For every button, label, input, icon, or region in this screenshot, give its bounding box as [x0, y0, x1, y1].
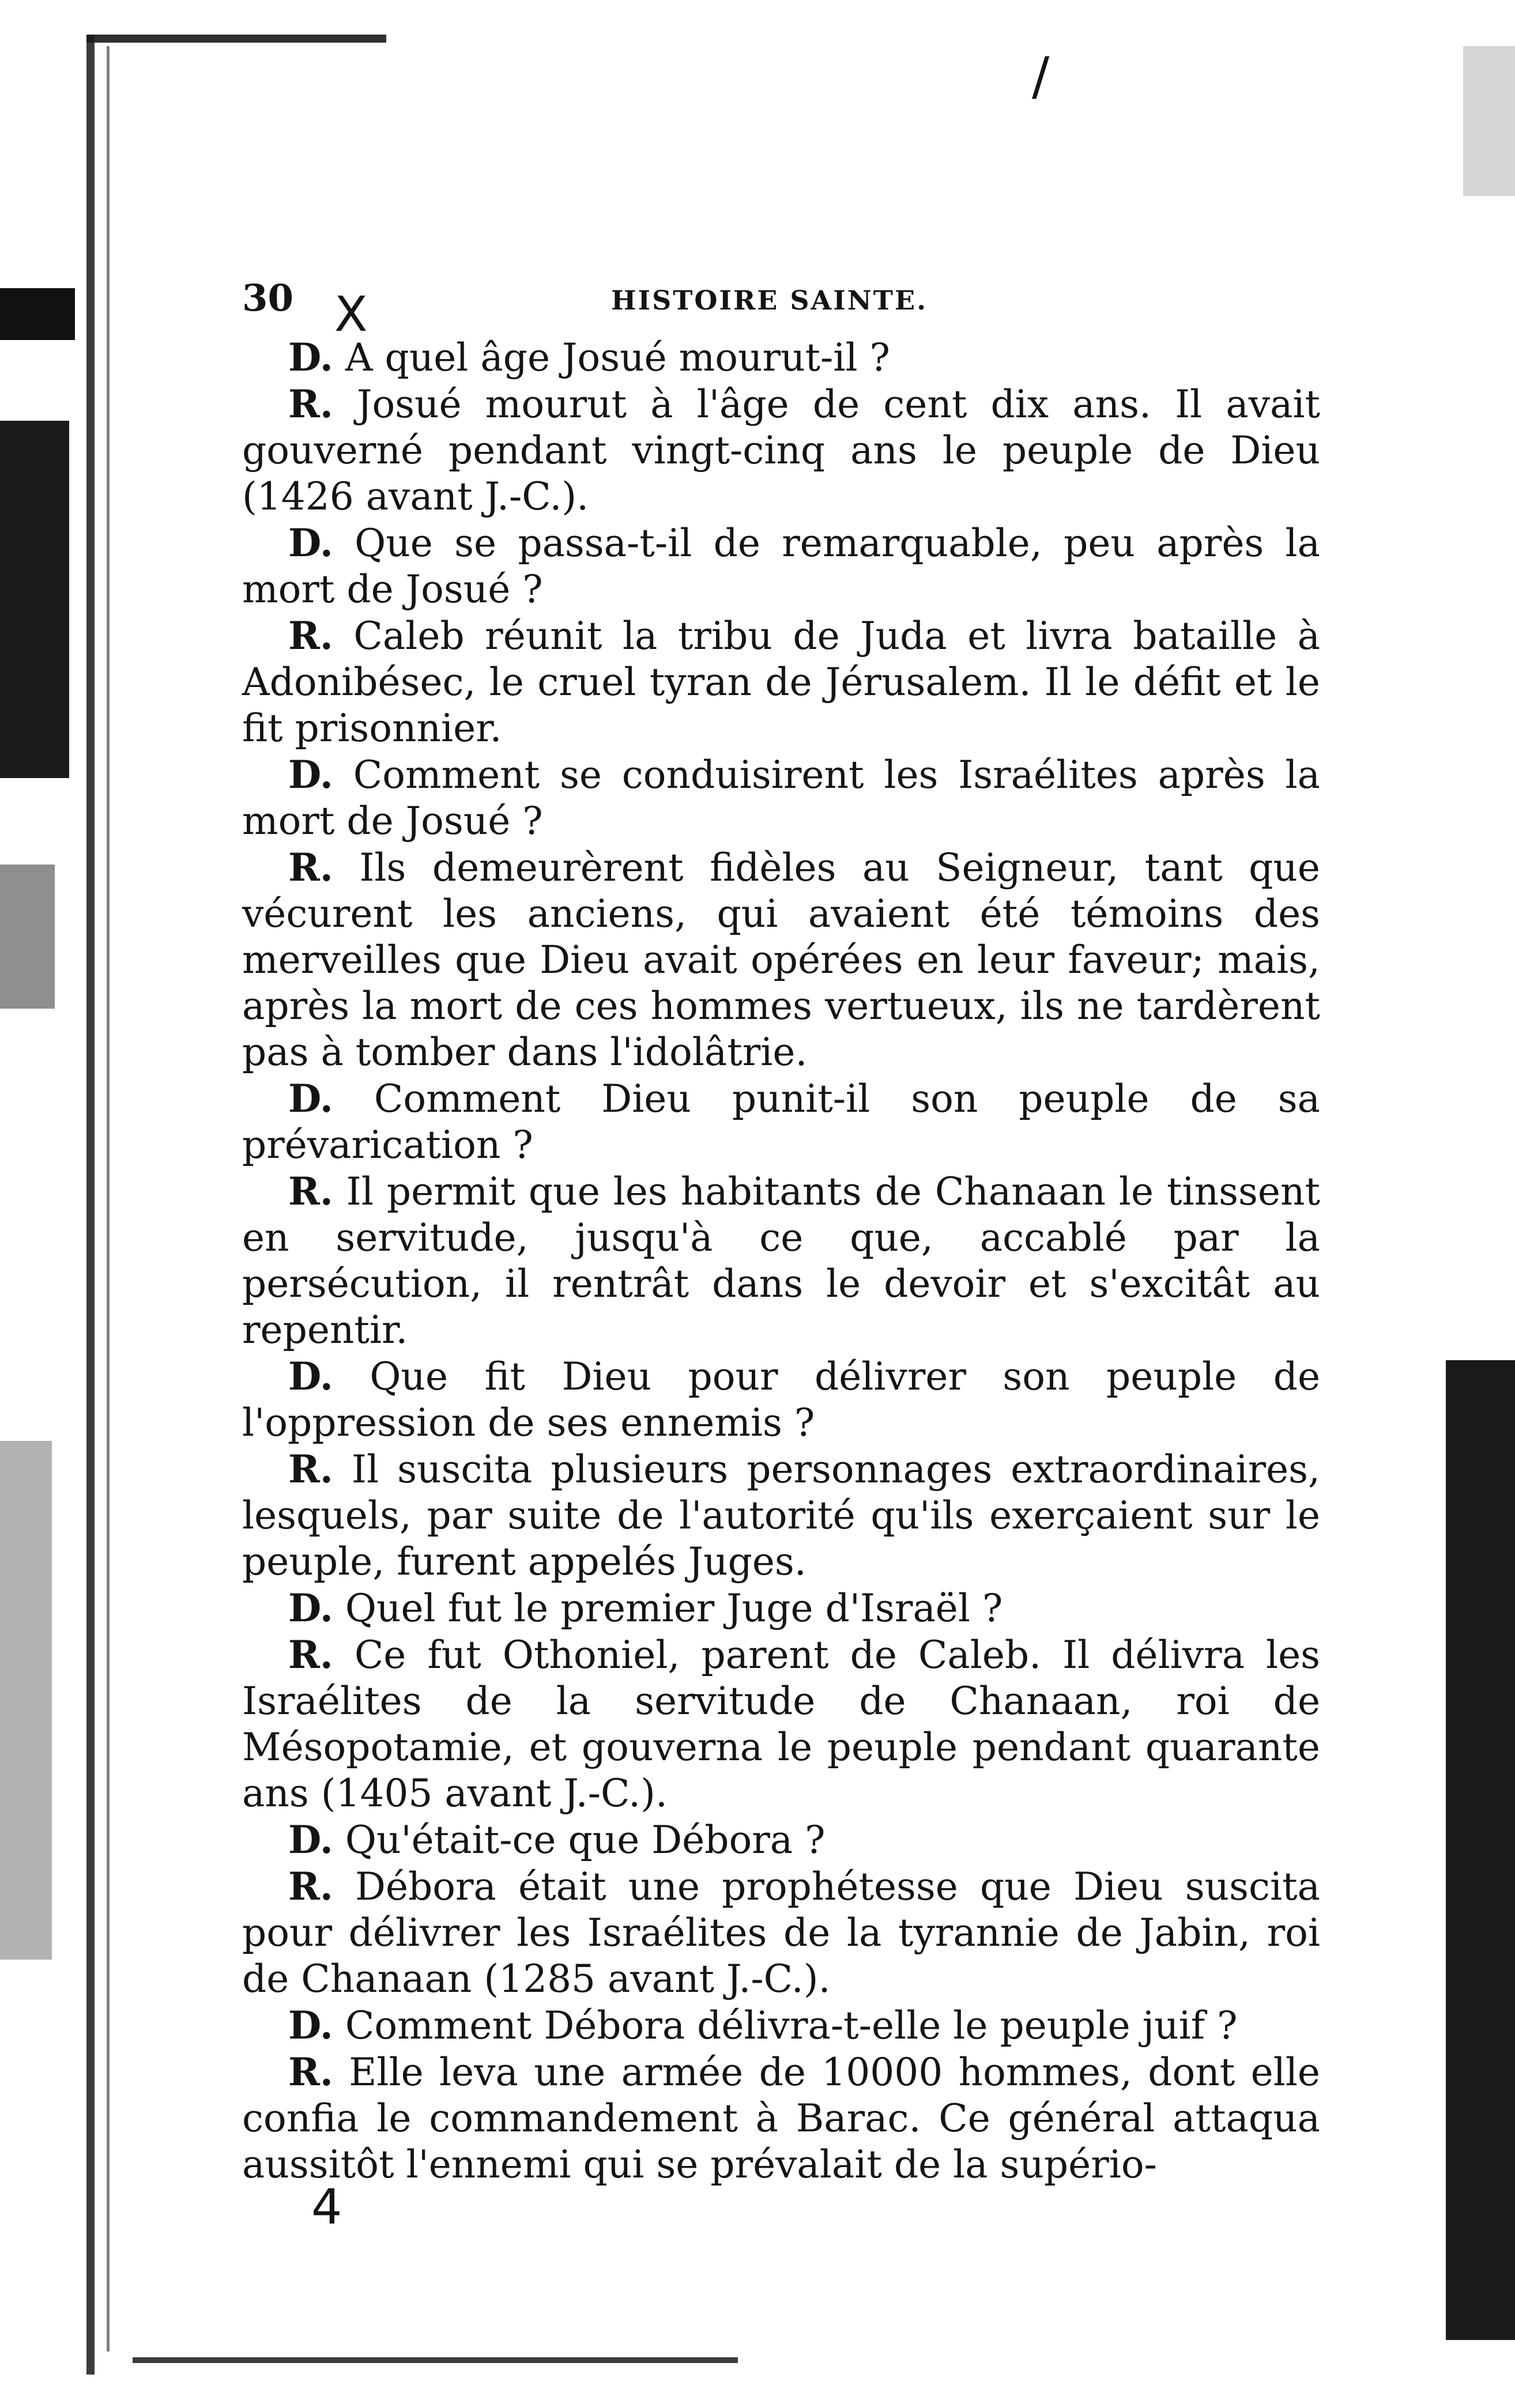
paragraph — [242, 1632, 1320, 1817]
paragraph-lead: R. — [288, 2050, 333, 2094]
running-head — [242, 265, 1320, 342]
paragraph-text: Caleb réunit la tribu de Juda et livra bataille à Adonibésec, le cruel tyran de Jérusalem. Il le défit et le fit prisonnier. — [242, 614, 1321, 750]
page-title: HISTOIRE SAINTE. — [611, 285, 928, 316]
paragraph-lead: R. — [288, 613, 333, 658]
paragraph-text: Comment Débora délivra-t-elle le peuple juif ? — [345, 2003, 1238, 2048]
paragraph-lead: R. — [288, 1632, 333, 1677]
paragraph-lead: D. — [288, 520, 333, 565]
paragraph — [242, 613, 1320, 752]
paragraph-text: Comment se conduisirent les Israélites après la mort de Josué ? — [242, 753, 1320, 843]
paragraph — [242, 1446, 1320, 1585]
paragraph-lead: D. — [288, 1076, 333, 1121]
paragraph — [242, 334, 1320, 381]
paragraph-lead: D. — [288, 335, 333, 380]
handwritten-bottom-mark: 4 — [311, 2179, 342, 2235]
paragraph-text: Qu'était-ce que Débora ? — [345, 1818, 826, 1862]
paragraph-lead: R. — [288, 382, 333, 427]
paragraph — [242, 844, 1320, 1075]
paragraph — [242, 1075, 1320, 1168]
paragraph — [242, 1817, 1320, 1863]
scan-spine-edge — [86, 35, 95, 2375]
paragraph-lead: R. — [288, 845, 333, 890]
paragraph-text: Comment Dieu punit-il son peuple de sa prévarication ? — [242, 1077, 1320, 1167]
paragraph-lead: R. — [288, 1864, 333, 1909]
paragraph-text: A quel âge Josué mourut-il ? — [345, 335, 890, 380]
paragraph-lead: D. — [288, 752, 333, 797]
paragraph-lead: R. — [288, 1169, 333, 1214]
paragraph — [242, 2049, 1320, 2188]
question-answer-text — [242, 334, 1320, 2188]
paragraph-text: Quel fut le premier Juge d'Israël ? — [345, 1586, 1003, 1631]
paragraph-text: Débora était une prophétesse que Dieu suscita pour délivrer les Israélites de la tyrannie de Jabin, roi de Chanaan (1285 avant J.-C.). — [242, 1864, 1320, 2001]
paragraph-text: Ce fut Othoniel, parent de Caleb. Il délivra les Israélites de la servitude de Chanaan, roi de Mésopotamie, et gouverna le peuple pendant quarante ans (1405 avant J.-C.). — [242, 1633, 1320, 1816]
paragraph — [242, 1863, 1320, 2002]
scan-spine-shadow — [107, 46, 110, 2352]
paragraph-lead: R. — [288, 1447, 333, 1492]
paragraph-text: Il permit que les habitants de Chanaan le tinssent en servitude, jusqu'à ce que, accablé par la persécution, il rentrât dans le devoir et s'excitât au repentir. — [242, 1169, 1320, 1352]
paragraph-text: Que se passa-t-il de remarquable, peu après la mort de Josué ? — [242, 521, 1321, 612]
paragraph-lead: D. — [288, 1817, 333, 1862]
scan-margin-shadow — [1446, 1360, 1515, 2340]
paragraph — [242, 752, 1320, 844]
paragraph-lead: D. — [288, 1586, 333, 1631]
paragraph — [242, 520, 1320, 613]
scan-margin-shadow — [0, 421, 69, 778]
page-number: 30 — [242, 277, 294, 320]
paragraph-text: Elle leva une armée de 10000 hommes, dont elle confia le commandement à Barac. Ce général attaqua aussitôt l'ennemi qui se prévalait de la supério- — [242, 2050, 1320, 2187]
paragraph-text: Il suscita plusieurs personnages extraordinaires, lesquels, par suite de l'autorité qu'ils exerçaient sur le peuple, furent appelés Juges. — [242, 1447, 1320, 1584]
scan-edge-top — [86, 35, 386, 43]
paragraph — [242, 2002, 1320, 2049]
paragraph — [242, 1353, 1320, 1446]
paragraph-text: Ils demeurèrent fidèles au Seigneur, tant que vécurent les anciens, qui avaient été témoins des merveilles que Dieu avait opérées en leur faveur; mais, après la mort de ces hommes vertueux, ils ne tardèrent pas à tomber dans l'idolâtrie. — [242, 846, 1320, 1074]
paragraph-text: Que fit Dieu pour délivrer son peuple de l'oppression de ses ennemis ? — [242, 1354, 1321, 1445]
paragraph — [242, 1168, 1320, 1353]
handwritten-x-mark: X — [334, 286, 368, 342]
paragraph-lead: D. — [288, 1354, 333, 1399]
book-page — [242, 265, 1320, 2188]
pencil-check-mark: / — [1032, 46, 1050, 107]
scan-edge-bottom — [133, 2357, 738, 2363]
scan-margin-shadow — [0, 288, 75, 340]
scan-margin-shadow — [0, 1441, 52, 1960]
paragraph — [242, 1585, 1320, 1632]
paragraph-text: Josué mourut à l'âge de cent dix ans. Il avait gouverné pendant vingt-cinq ans le peuple de Dieu (1426 avant J.-C.). — [242, 382, 1321, 519]
scan-margin-shadow — [0, 865, 55, 1009]
scan-margin-shadow — [1463, 46, 1515, 196]
paragraph — [242, 381, 1320, 520]
paragraph-lead: D. — [288, 2003, 333, 2048]
